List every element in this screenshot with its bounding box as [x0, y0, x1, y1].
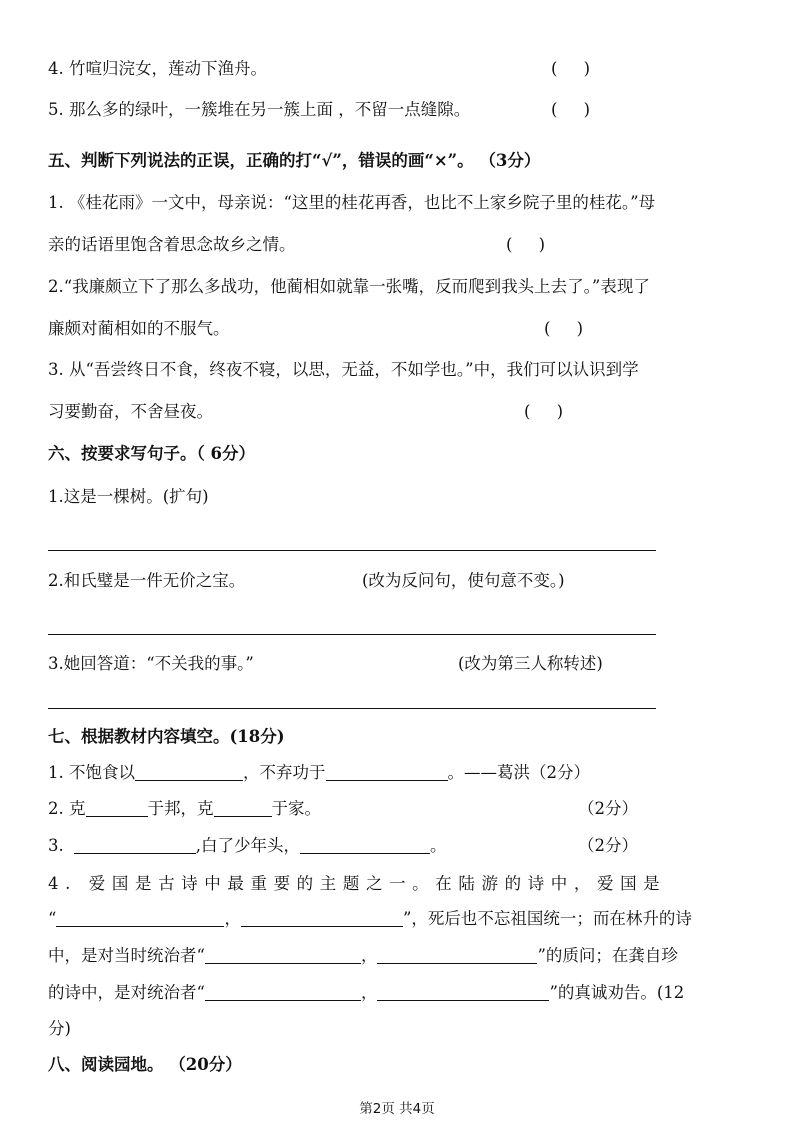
s7-q2-blank-2[interactable] [214, 798, 272, 817]
s7-q1-blank-1[interactable] [135, 762, 243, 781]
answer-paren-q5[interactable]: ( ) [551, 100, 591, 119]
section-6-heading: 六、按要求写句子。（ 6分） [48, 444, 255, 463]
s7-q3-text-b: ,白了少年头， [195, 836, 300, 855]
s7-q4-blank-5[interactable] [205, 982, 361, 1001]
s7-q3-score: （2分） [578, 836, 638, 855]
s6-q3-answer-line[interactable] [48, 708, 656, 709]
s5-q2-line1: 2.“我廉颇立下了那么多战功，他蔺相如就靠一张嘴，反而爬到我头上去了。”表现了 [48, 277, 650, 296]
s7-q4-l4-comma: ， [360, 983, 378, 1002]
s7-q4-blank-4[interactable] [377, 945, 537, 964]
s7-q4-blank-1[interactable] [56, 908, 224, 927]
s7-q4-l4-text: 的诗中，是对统治者“ [48, 983, 205, 1002]
s7-q4-l2-open: “ [48, 909, 57, 928]
s7-q2-text-a: 2. 克 [48, 799, 86, 818]
s7-q2-text-c: 于家。 [271, 799, 321, 818]
s6-q1-answer-line[interactable] [48, 550, 656, 551]
s6-q3: 3.她回答道：“不关我的事。” [48, 654, 254, 673]
s7-q4-line2 [48, 908, 692, 930]
s7-q3-text-c: 。 [430, 836, 447, 855]
s7-q2-text-b: 于邦，克 [147, 799, 214, 818]
question-5-text: 5. 那么多的绿叶，一簇堆在另一簇上面 ，不留一点缝隙。 [48, 100, 471, 119]
s7-q4-blank-2[interactable] [241, 908, 403, 927]
s7-q1-blank-2[interactable] [326, 762, 448, 781]
s7-q1-text-b: ，不弃功于 [243, 763, 326, 782]
s7-q4-blank-6[interactable] [377, 982, 549, 1001]
s6-q1: 1.这是一棵树。(扩句) [48, 487, 209, 506]
answer-paren-s5-q1[interactable]: ( ) [506, 235, 546, 254]
s7-q4-l2-rest: ”，死后也不忘祖国统一；而在林升的诗 [402, 909, 692, 928]
question-4-text: 4. 竹喧归浣女，莲动下渔舟。 [48, 59, 267, 78]
answer-paren-q4[interactable]: ( ) [551, 59, 591, 78]
answer-paren-s5-q3[interactable]: ( ) [524, 402, 564, 421]
s7-q4-l3-text: 中，是对当时统治者“ [48, 946, 205, 965]
s5-q1-line2: 亲的话语里饱含着思念故乡之情。 [48, 235, 296, 254]
s7-q4-line4 [48, 982, 684, 1004]
s7-q4-line3 [48, 945, 678, 967]
s7-q1-text-c: 。——葛洪（2分） [447, 763, 590, 782]
s7-q3 [48, 835, 447, 857]
s7-q4-l3-rest: ”的质问；在龚自珍 [537, 946, 678, 965]
s5-q1-line1: 1. 《桂花雨》一文中，母亲说：“这里的桂花再香，也比不上家乡院子里的桂花。”母 [48, 193, 656, 212]
s6-q3-requirement: (改为第三人称转述) [458, 654, 603, 673]
section-8-heading: 八、阅读园地。 （20分） [48, 1055, 242, 1074]
s7-q4-line1-text: 4. 爱国是古诗中最重要的主题之一。在陆游的诗中，爱国是 [48, 874, 667, 893]
s7-q2-score: （2分） [578, 799, 638, 818]
s7-q3-text-a: 3. [48, 836, 64, 855]
section-5-heading: 五、判断下列说法的正误，正确的打“√”，错误的画“×”。 （3分） [48, 151, 541, 170]
s7-q2 [48, 798, 321, 820]
s6-q2-answer-line[interactable] [48, 634, 656, 635]
s5-q3-line1: 3. 从“吾尝终日不食，终夜不寝，以思，无益，不如学也。”中，我们可以认识到学 [48, 360, 639, 379]
s6-q2-requirement: (改为反问句，使句意不变。) [362, 571, 565, 590]
s7-q4-l2-comma: ， [224, 909, 241, 928]
section-7-heading: 七、根据教材内容填空。(18分) [48, 727, 285, 746]
page-footer: 第2页 共4页 [359, 1101, 435, 1117]
answer-paren-s5-q2[interactable]: ( ) [544, 319, 584, 338]
s7-q4-line1 [48, 873, 744, 895]
s6-q2: 2.和氏璧是一件无价之宝。 [48, 571, 246, 590]
s7-q4-blank-3[interactable] [205, 945, 361, 964]
s7-q1 [48, 762, 590, 784]
s7-q3-blank-2[interactable] [300, 835, 430, 854]
s7-q4-l4-rest: ”的真诚劝告。(12 [549, 983, 685, 1002]
s7-q4-l3-comma: ， [360, 946, 378, 965]
s7-q1-text-a: 1. 不饱食以 [48, 763, 135, 782]
s5-q2-line2: 廉颇对蔺相如的不服气。 [48, 319, 230, 338]
s5-q3-line2: 习要勤奋，不舍昼夜。 [48, 402, 213, 421]
s7-q2-blank-1[interactable] [86, 798, 148, 817]
s7-q4-line5: 分) [48, 1019, 71, 1038]
s7-q3-blank-1[interactable] [74, 835, 196, 854]
